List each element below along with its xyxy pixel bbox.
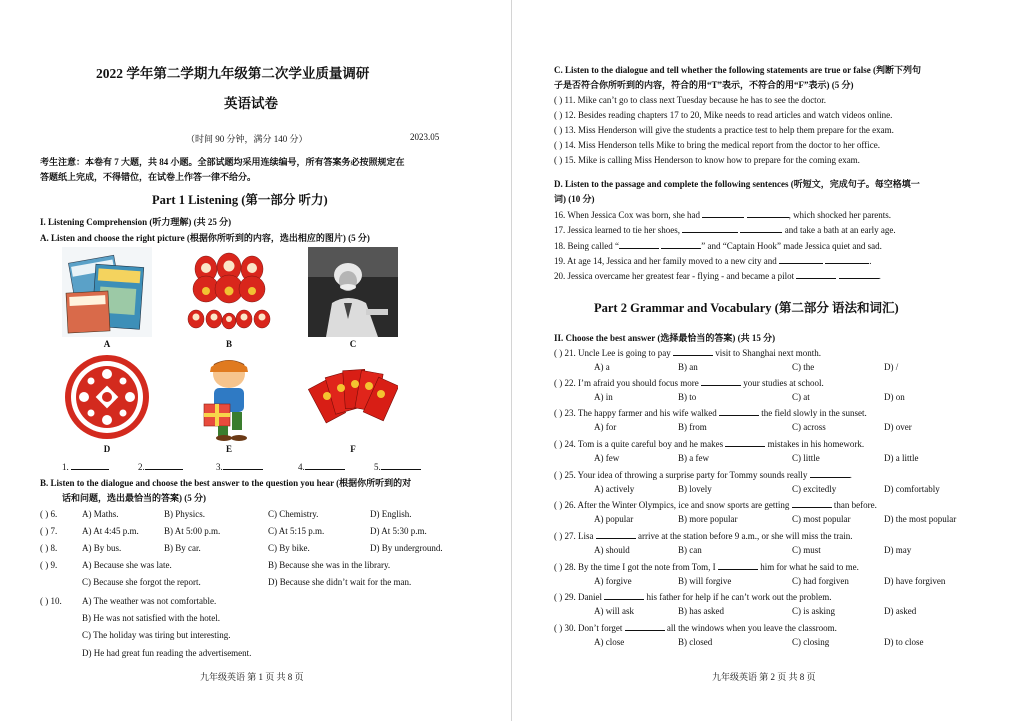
question-9-option-d: D) Because she didn’t wait for the man. [268,577,412,587]
question-26-option-d: D) the most popular [884,514,957,524]
question-26-option-b: B) more popular [678,514,738,524]
question-26-stem: ( ) 26. After the Winter Olympics, ice and snow sports are getting than before. [554,500,877,510]
question-23-option-b: B) from [678,422,707,432]
blank-20b[interactable] [839,270,879,279]
blank-16b[interactable] [747,209,789,218]
statement-14: ( ) 14. Miss Henderson tells Mike to bring the medical report from the doctor to her office. [554,140,880,150]
section-b-heading-2: 话和问题，选出最恰当的答案) (5 分) [62,493,206,503]
question-21-option-b: B) an [678,362,698,372]
question-10-option-d: D) He had great fun reading the advertisement. [82,648,252,658]
sentence-16: 16. When Jessica Cox was born, she had , which shocked her parents. [554,210,892,220]
question-23-option-a: A) for [594,422,617,432]
answer-slot-5[interactable]: 5. [374,461,421,472]
blank-17b[interactable] [740,224,782,233]
question-22-option-b: B) to [678,392,697,402]
time-info: （时间 90 分钟，满分 140 分） [186,134,308,144]
section-2-heading: II. Choose the best answer (选择最恰当的答案) (共 15 分) [554,333,776,343]
picture-b-label: B [225,339,232,349]
answer-slot-2[interactable]: 2. [138,461,183,472]
question-6-option-d: D) English. [370,509,412,519]
exam-title: 2022 学年第二学期九年级第二次学业质量调研 [96,66,370,81]
question-23-option-d: D) over [884,422,912,432]
question-22-option-a: A) in [594,392,613,402]
question-8-option-c: C) By bike. [268,543,310,553]
question-21-option-c: C) the [792,362,815,372]
question-23-stem: ( ) 23. The happy farmer and his wife walked the field slowly in the sunset. [554,408,867,418]
question-7-option-d: D) At 5:30 p.m. [370,526,427,536]
picture-f-label: F [350,444,356,454]
question-6-option-b: B) Physics. [164,509,206,519]
question-9-option-b: B) Because she was in the library. [268,560,391,570]
question-21-stem: ( ) 21. Uncle Lee is going to pay visit to Shanghai next month. [554,348,821,358]
picture-b-matryoshka-dolls [184,247,274,337]
picture-f-red-envelopes [308,352,398,442]
question-30-option-d: D) to close [884,637,924,647]
question-25-option-d: D) comfortably [884,484,940,494]
question-26-option-a: A) popular [594,514,634,524]
question-21-option-d: D) / [884,362,899,372]
question-7-option-c: C) At 5:15 p.m. [268,526,325,536]
statement-12: ( ) 12. Besides reading chapters 17 to 20, Mike needs to read articles and watch videos online. [554,110,893,120]
page-2-footer: 九年级英语 第 2 页 共 8 页 [712,672,816,682]
question-8-option-b: B) By car. [164,543,201,553]
question-7-option-a: A) At 4:45 p.m. [82,526,139,536]
question-7-number: ( ) 7. [40,526,58,536]
question-24-option-a: A) few [594,453,620,463]
section-d-heading-1: D. Listen to the passage and complete the following sentences (听短文，完成句子。每空格填一 [554,179,920,189]
blank-19a[interactable] [779,255,823,264]
picture-e-boy-with-gift [184,352,274,442]
statement-15: ( ) 15. Mike is calling Miss Henderson to know how to prepare for the coming exam. [554,155,860,165]
notice-line-2: 答题纸上完成，不得错位，在试卷上作答一律不给分。 [40,172,257,182]
question-9-option-c: C) Because she forgot the report. [82,577,201,587]
question-6-option-c: C) Chemistry. [268,509,319,519]
question-25-option-a: A) actively [594,484,635,494]
answer-slot-4[interactable]: 4. [298,461,345,472]
question-27-stem: ( ) 27. Lisa arrive at the station before 9 a.m., or she will miss the train. [554,531,853,541]
picture-a-travel-guides [62,247,152,337]
part2-title: Part 2 Grammar and Vocabulary (第二部分 语法和词汇) [594,301,899,315]
question-9-number: ( ) 9. [40,560,58,570]
question-8-option-d: D) By underground. [370,543,443,553]
question-28-option-d: D) have forgiven [884,576,946,586]
sentence-19: 19. At age 14, Jessica and her family moved to a new city and . [554,256,872,266]
question-25-option-b: B) lovely [678,484,712,494]
question-23-option-c: C) across [792,422,826,432]
page-1-footer: 九年级英语 第 1 页 共 8 页 [200,672,304,682]
question-10-number: ( ) 10. [40,596,62,606]
question-10-option-c: C) The holiday was tiring but interesting. [82,630,231,640]
question-30-option-a: A) close [594,637,625,647]
page-2 [512,0,1024,721]
picture-c-writer-portrait [308,247,398,337]
question-28-stem: ( ) 28. By the time I got the note from Tom, I him for what he said to me. [554,562,859,572]
question-30-option-c: C) closing [792,637,830,647]
question-29-option-d: D) asked [884,606,917,616]
question-29-option-c: C) is asking [792,606,836,616]
question-25-stem: ( ) 25. Your idea of throwing a surprise party for Tommy sounds really . [554,470,852,480]
question-27-option-b: B) can [678,545,702,555]
question-28-option-c: C) had forgiven [792,576,849,586]
question-22-option-c: C) at [792,392,810,402]
question-10-option-b: B) He was not satisfied with the hotel. [82,613,220,623]
statement-13: ( ) 13. Miss Henderson will give the students a practice test to help them prepare for the exam. [554,125,894,135]
question-24-option-b: B) a few [678,453,709,463]
sentence-18: 18. Being called “ ” and “Captain Hook” made Jessica quiet and sad. [554,241,882,251]
question-30-option-b: B) closed [678,637,713,647]
blank-20a[interactable] [796,270,836,279]
answer-slot-3[interactable]: 3. [216,461,263,472]
blank-17a[interactable] [682,224,738,233]
section-c-heading-2: 子是否符合你所听到的内容，符合的用“T”表示，不符合的用“F”表示) (5 分) [554,80,854,90]
picture-e-label: E [225,444,232,454]
answer-slot-1[interactable]: 1. [62,461,109,472]
question-24-stem: ( ) 24. Tom is a quite careful boy and he makes mistakes in his homework. [554,439,865,449]
question-21-option-a: A) a [594,362,610,372]
question-7-option-b: B) At 5:00 p.m. [164,526,221,536]
question-28-option-b: B) will forgive [678,576,732,586]
question-27-option-d: D) may [884,545,912,555]
section-1-heading: I. Listening Comprehension (听力理解) (共 25 分) [40,217,232,227]
section-a-heading: A. Listen and choose the right picture (根据你所听到的内容，选出相应的图片) (5 分) [40,233,370,243]
question-26-option-c: C) most popular [792,514,851,524]
question-22-stem: ( ) 22. I’m afraid you should focus more your studies at school. [554,378,824,388]
question-8-option-a: A) By bus. [82,543,122,553]
question-6-option-a: A) Maths. [82,509,119,519]
exam-date: 2023.05 [410,132,440,142]
blank-19b[interactable] [825,255,869,264]
question-29-option-b: B) has asked [678,606,724,616]
sentence-20: 20. Jessica overcame her greatest fear - flying - and became a pilot . [554,271,881,281]
part1-title: Part 1 Listening (第一部分 听力) [152,193,328,207]
picture-d-paper-cutting [62,352,152,442]
question-27-option-a: A) should [594,545,630,555]
section-c-heading-1: C. Listen to the dialogue and tell whether the following statements are true or false (判断下列句 [554,65,921,75]
question-24-option-c: C) little [792,453,820,463]
sentence-17: 17. Jessica learned to tie her shoes, and take a bath at an early age. [554,225,896,235]
question-8-number: ( ) 8. [40,543,58,553]
blank-18b[interactable] [661,240,701,249]
question-29-stem: ( ) 29. Daniel his father for help if he can’t work out the problem. [554,592,832,602]
blank-16a[interactable] [702,209,744,218]
exam-subtitle: 英语试卷 [224,96,278,111]
question-24-option-d: D) a little [884,453,919,463]
picture-c-label: C [349,339,357,349]
picture-d-label: D [103,444,111,454]
question-29-option-a: A) will ask [594,606,634,616]
blank-18a[interactable] [619,240,659,249]
question-6-number: ( ) 6. [40,509,58,519]
question-22-option-d: D) on [884,392,905,402]
question-9-option-a: A) Because she was late. [82,560,172,570]
question-30-stem: ( ) 30. Don’t forget all the windows when you leave the classroom. [554,623,837,633]
question-10-option-a: A) The weather was not comfortable. [82,596,217,606]
section-d-heading-2: 词) (10 分) [554,194,595,204]
picture-a-label: A [103,339,111,349]
statement-11: ( ) 11. Mike can’t go to class next Tuesday because he has to see the doctor. [554,95,826,105]
question-27-option-c: C) must [792,545,821,555]
question-28-option-a: A) forgive [594,576,632,586]
section-b-heading-1: B. Listen to the dialogue and choose the best answer to the question you hear (根据你所听到的对 [40,478,412,488]
question-25-option-c: C) excitedly [792,484,837,494]
notice-line-1: 考生注意：本卷有 7 大题，共 84 小题。全部试题均采用连续编号，所有答案务必按照规定在 [40,157,405,167]
